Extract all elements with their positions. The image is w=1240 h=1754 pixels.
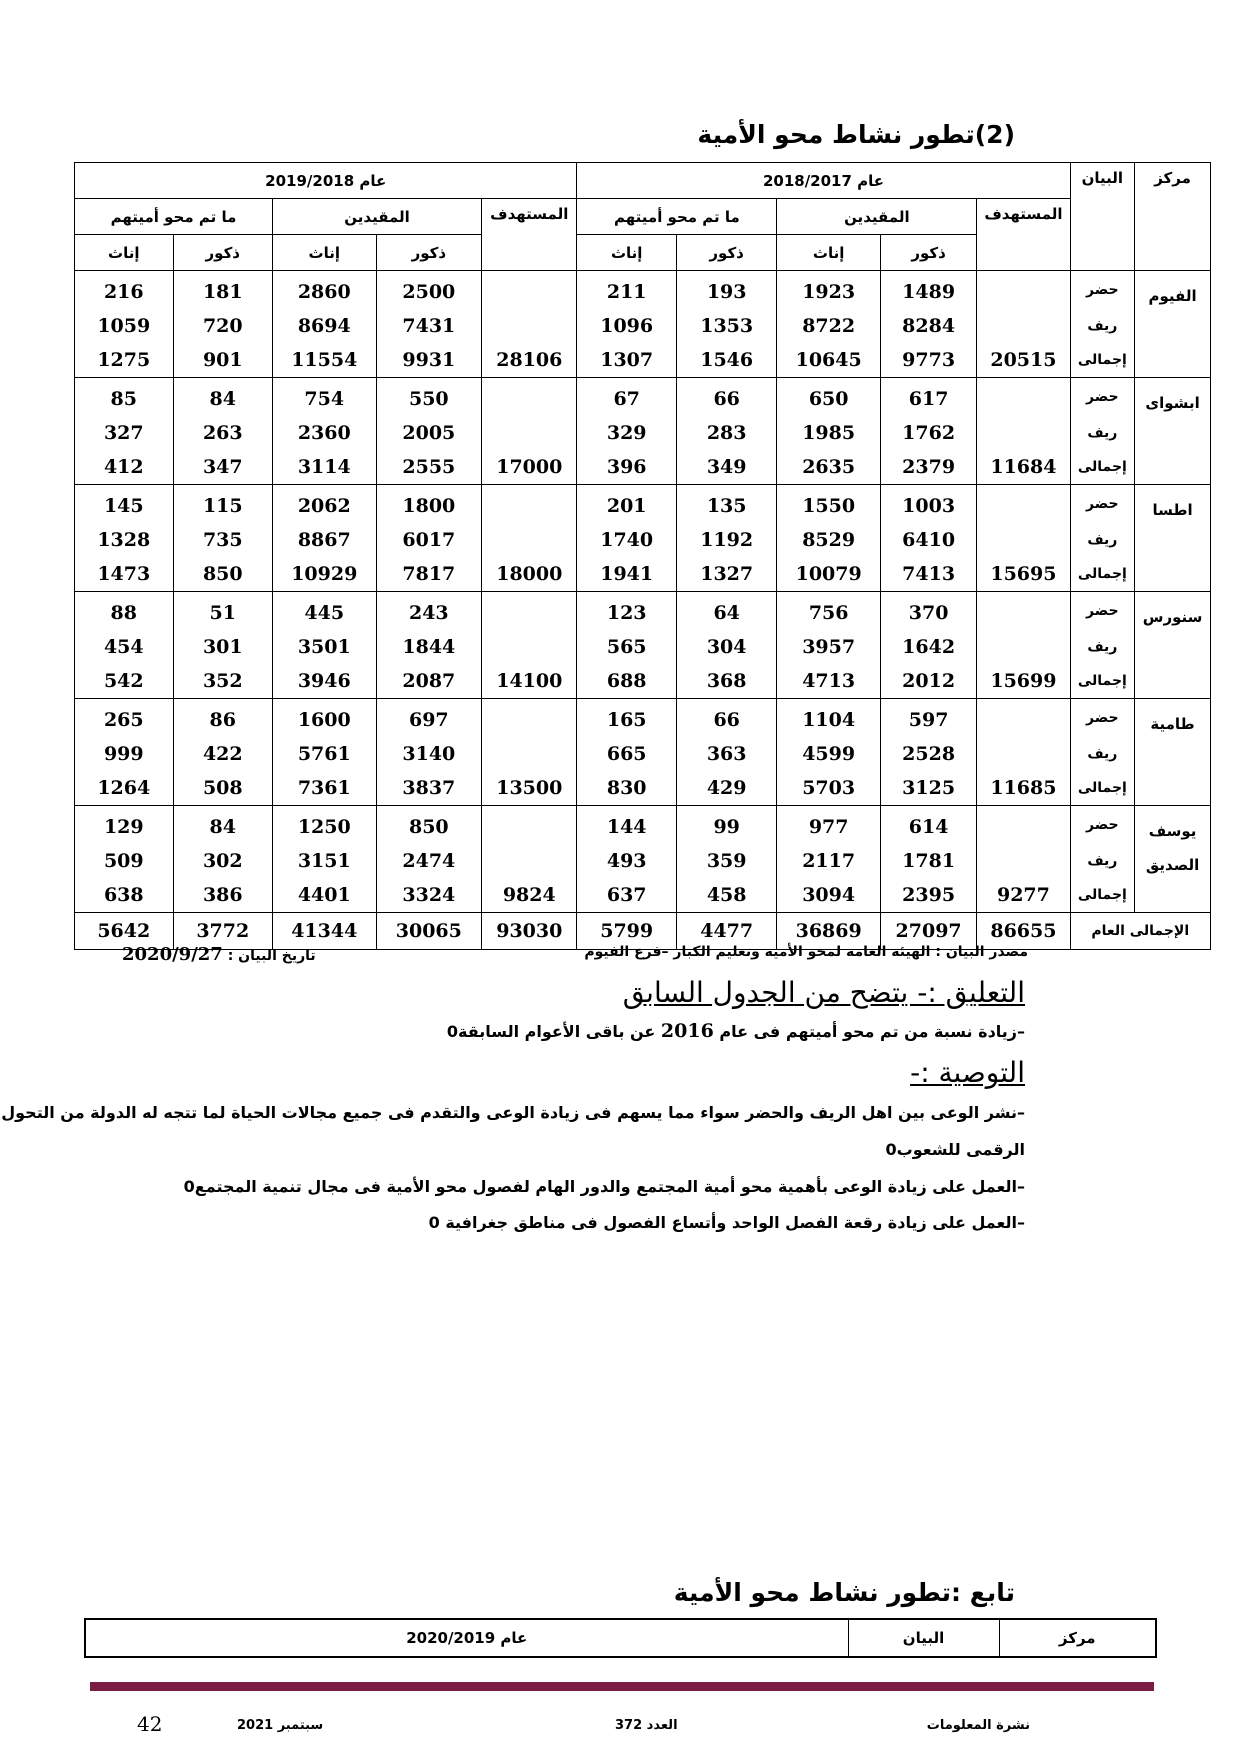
row-category: ريف xyxy=(1070,309,1135,343)
target-cell xyxy=(482,271,577,310)
total-cell: 5799 xyxy=(577,913,677,950)
table-row xyxy=(75,450,1211,485)
target-cell: 9277 xyxy=(977,878,1070,913)
data-cell: 2117 xyxy=(777,844,881,878)
target-cell: 20515 xyxy=(977,343,1070,378)
data-cell: 637 xyxy=(577,878,677,913)
header-year-2018-2017: عام 2018/2017 xyxy=(577,163,1070,199)
data-cell: 64 xyxy=(676,592,776,631)
target-cell: 17000 xyxy=(482,450,577,485)
data-cell: 2635 xyxy=(777,450,881,485)
table-row xyxy=(75,664,1211,699)
data-cell: 67 xyxy=(577,378,677,417)
data-cell: 4401 xyxy=(273,878,377,913)
data-cell: 7431 xyxy=(376,309,482,343)
data-cell: 2360 xyxy=(273,416,377,450)
data-cell: 396 xyxy=(577,450,677,485)
data-cell: 3837 xyxy=(376,771,482,806)
data-cell: 5761 xyxy=(273,737,377,771)
target-cell xyxy=(977,416,1070,450)
data-cell: 359 xyxy=(676,844,776,878)
target-cell xyxy=(977,271,1070,310)
target-cell xyxy=(977,737,1070,771)
data-cell: 3151 xyxy=(273,844,377,878)
table-row xyxy=(75,699,1211,738)
table-row xyxy=(75,416,1211,450)
target-cell: 28106 xyxy=(482,343,577,378)
data-cell: 8694 xyxy=(273,309,377,343)
header-markaz: مركز xyxy=(1135,163,1211,271)
data-cell: 123 xyxy=(577,592,677,631)
row-category: إجمالى xyxy=(1070,343,1135,378)
data-cell: 720 xyxy=(173,309,272,343)
data-cell: 2087 xyxy=(376,664,482,699)
data-cell: 2555 xyxy=(376,450,482,485)
data-cell: 10645 xyxy=(777,343,881,378)
target-cell xyxy=(977,523,1070,557)
data-cell: 144 xyxy=(577,806,677,845)
footer-month: سبتمبر 2021 xyxy=(237,1718,324,1733)
data-cell: 4599 xyxy=(777,737,881,771)
row-category: حضر xyxy=(1070,699,1135,738)
data-cell: 145 xyxy=(75,485,174,524)
data-cell: 508 xyxy=(173,771,272,806)
data-cell: 1192 xyxy=(676,523,776,557)
district-name: ابشواى xyxy=(1135,378,1211,485)
header-bayan: البيان xyxy=(1070,163,1135,271)
target-cell xyxy=(977,485,1070,524)
target-cell xyxy=(482,378,577,417)
total-cell: 4477 xyxy=(676,913,776,950)
data-cell: 201 xyxy=(577,485,677,524)
row-category: حضر xyxy=(1070,378,1135,417)
table-row xyxy=(75,806,1211,845)
data-cell: 304 xyxy=(676,630,776,664)
target-cell xyxy=(977,378,1070,417)
target-cell xyxy=(482,844,577,878)
data-cell: 458 xyxy=(676,878,776,913)
data-cell: 2860 xyxy=(273,271,377,310)
data-cell: 84 xyxy=(173,378,272,417)
comment-text: عن باقى الأعوام السابقة0 xyxy=(446,1022,661,1041)
data-cell: 493 xyxy=(577,844,677,878)
comment-line xyxy=(447,1020,1025,1042)
data-cell: 327 xyxy=(75,416,174,450)
target-cell: 15699 xyxy=(977,664,1070,699)
target-cell: 9824 xyxy=(482,878,577,913)
data-cell: 363 xyxy=(676,737,776,771)
data-cell: 1489 xyxy=(880,271,976,310)
data-cell: 6017 xyxy=(376,523,482,557)
data-cell: 1781 xyxy=(880,844,976,878)
data-cell: 66 xyxy=(676,699,776,738)
data-cell: 11554 xyxy=(273,343,377,378)
target-cell xyxy=(977,592,1070,631)
total-cell: 93030 xyxy=(482,913,577,950)
data-cell: 85 xyxy=(75,378,174,417)
data-cell: 901 xyxy=(173,343,272,378)
data-cell: 2005 xyxy=(376,416,482,450)
data-cell: 129 xyxy=(75,806,174,845)
data-date xyxy=(122,944,316,965)
data-cell: 86 xyxy=(173,699,272,738)
target-cell: 11684 xyxy=(977,450,1070,485)
data-cell: 509 xyxy=(75,844,174,878)
data-cell: 1642 xyxy=(880,630,976,664)
target-cell xyxy=(482,737,577,771)
table-row xyxy=(75,485,1211,524)
target-cell xyxy=(977,630,1070,664)
data-cell: 88 xyxy=(75,592,174,631)
data-cell: 370 xyxy=(880,592,976,631)
total-cell: 5642 xyxy=(75,913,174,950)
table-row xyxy=(75,771,1211,806)
target-cell xyxy=(977,699,1070,738)
data-cell: 1985 xyxy=(777,416,881,450)
total-cell: 86655 xyxy=(977,913,1070,950)
row-category: ريف xyxy=(1070,630,1135,664)
data-cell: 193 xyxy=(676,271,776,310)
data-cell: 1762 xyxy=(880,416,976,450)
header-female: إناث xyxy=(777,235,881,271)
data-cell: 8867 xyxy=(273,523,377,557)
comment-heading: التعليق :- يتضح من الجدول السابق xyxy=(622,976,1025,1009)
data-cell: 352 xyxy=(173,664,272,699)
row-category: إجمالى xyxy=(1070,557,1135,592)
data-cell: 1104 xyxy=(777,699,881,738)
data-cell: 850 xyxy=(376,806,482,845)
footer-issue: العدد 372 xyxy=(615,1718,678,1733)
header-female: إناث xyxy=(75,235,174,271)
data-cell: 329 xyxy=(577,416,677,450)
data-cell: 542 xyxy=(75,664,174,699)
data-cell: 283 xyxy=(676,416,776,450)
data-cell: 977 xyxy=(777,806,881,845)
data-cell: 1550 xyxy=(777,485,881,524)
data-cell: 3140 xyxy=(376,737,482,771)
header-year-2019-2018: عام 2019/2018 xyxy=(75,163,577,199)
data-cell: 1600 xyxy=(273,699,377,738)
data-cell: 1250 xyxy=(273,806,377,845)
header-literate-2: ما تم محو أميتهم xyxy=(75,199,273,235)
data-cell: 2062 xyxy=(273,485,377,524)
data-cell: 697 xyxy=(376,699,482,738)
data-cell: 7817 xyxy=(376,557,482,592)
recommendation-line: –نشر الوعى بين اهل الريف والحضر سواء مما يسهم فى زيادة الوعى والتقدم فى جميع مجالات الحياة لما تتجه له الدولة من التحول xyxy=(1,1103,1025,1122)
data-source: مصدر البيان : الهيئة العامة لمحو الأمية وتعليم الكبار –فرع الفيوم xyxy=(584,944,1028,960)
continued-header-year: عام 2020/2019 xyxy=(85,1619,848,1657)
date-label: تاريخ البيان : xyxy=(227,948,316,964)
data-cell: 84 xyxy=(173,806,272,845)
data-cell: 614 xyxy=(880,806,976,845)
data-cell: 412 xyxy=(75,450,174,485)
data-cell: 1096 xyxy=(577,309,677,343)
data-cell: 243 xyxy=(376,592,482,631)
data-cell: 8529 xyxy=(777,523,881,557)
header-enrolled-2: المقيدين xyxy=(273,199,482,235)
data-cell: 51 xyxy=(173,592,272,631)
total-cell: 41344 xyxy=(273,913,377,950)
row-category: ريف xyxy=(1070,844,1135,878)
recommendation-heading: التوصية :- xyxy=(910,1056,1025,1089)
footer-publication: نشرة المعلومات xyxy=(926,1718,1030,1733)
comment-text: –زيادة نسبة من تم محو أميتهم فى عام xyxy=(713,1022,1025,1041)
data-cell: 550 xyxy=(376,378,482,417)
data-cell: 2395 xyxy=(880,878,976,913)
table-row xyxy=(75,878,1211,913)
data-cell: 1844 xyxy=(376,630,482,664)
header-male: ذكور xyxy=(676,235,776,271)
data-cell: 7413 xyxy=(880,557,976,592)
data-cell: 2379 xyxy=(880,450,976,485)
page-title: (2)تطور نشاط محو الأمية xyxy=(697,120,1015,149)
data-cell: 181 xyxy=(173,271,272,310)
data-cell: 2012 xyxy=(880,664,976,699)
data-cell: 429 xyxy=(676,771,776,806)
row-category: ريف xyxy=(1070,523,1135,557)
data-cell: 1800 xyxy=(376,485,482,524)
data-cell: 3094 xyxy=(777,878,881,913)
data-cell: 3957 xyxy=(777,630,881,664)
target-cell xyxy=(482,523,577,557)
district-name: الفيوم xyxy=(1135,271,1211,378)
data-cell: 1546 xyxy=(676,343,776,378)
data-cell: 1941 xyxy=(577,557,677,592)
target-cell xyxy=(977,844,1070,878)
data-cell: 2474 xyxy=(376,844,482,878)
total-cell: 30065 xyxy=(376,913,482,950)
target-cell xyxy=(482,592,577,631)
target-cell xyxy=(482,699,577,738)
data-cell: 3501 xyxy=(273,630,377,664)
data-cell: 617 xyxy=(880,378,976,417)
header-male: ذكور xyxy=(376,235,482,271)
header-enrolled-1: المقيدين xyxy=(777,199,977,235)
table-row xyxy=(75,737,1211,771)
table-row xyxy=(75,592,1211,631)
data-cell: 8722 xyxy=(777,309,881,343)
data-cell: 1328 xyxy=(75,523,174,557)
comment-year: 2016 xyxy=(660,1020,714,1042)
data-cell: 1059 xyxy=(75,309,174,343)
data-cell: 135 xyxy=(676,485,776,524)
table-row xyxy=(75,630,1211,664)
data-cell: 2500 xyxy=(376,271,482,310)
data-cell: 66 xyxy=(676,378,776,417)
target-cell xyxy=(482,630,577,664)
data-cell: 1264 xyxy=(75,771,174,806)
data-cell: 263 xyxy=(173,416,272,450)
data-cell: 756 xyxy=(777,592,881,631)
data-cell: 3125 xyxy=(880,771,976,806)
data-cell: 597 xyxy=(880,699,976,738)
row-category: إجمالى xyxy=(1070,450,1135,485)
data-cell: 7361 xyxy=(273,771,377,806)
continued-header-markaz: مركز xyxy=(999,1619,1156,1657)
data-cell: 1327 xyxy=(676,557,776,592)
data-cell: 216 xyxy=(75,271,174,310)
data-cell: 2528 xyxy=(880,737,976,771)
header-literate-1: ما تم محو أميتهم xyxy=(577,199,777,235)
row-category: حضر xyxy=(1070,271,1135,310)
data-cell: 830 xyxy=(577,771,677,806)
target-cell: 13500 xyxy=(482,771,577,806)
data-cell: 999 xyxy=(75,737,174,771)
data-cell: 10929 xyxy=(273,557,377,592)
row-category: حضر xyxy=(1070,485,1135,524)
data-cell: 445 xyxy=(273,592,377,631)
table-row xyxy=(75,271,1211,310)
row-category: إجمالى xyxy=(1070,771,1135,806)
target-cell xyxy=(482,416,577,450)
data-cell: 3324 xyxy=(376,878,482,913)
data-cell: 1353 xyxy=(676,309,776,343)
total-cell: 27097 xyxy=(880,913,976,950)
total-cell: 36869 xyxy=(777,913,881,950)
target-cell xyxy=(482,309,577,343)
data-cell: 301 xyxy=(173,630,272,664)
table-row xyxy=(75,844,1211,878)
table-row xyxy=(75,309,1211,343)
data-cell: 265 xyxy=(75,699,174,738)
data-cell: 347 xyxy=(173,450,272,485)
data-cell: 6410 xyxy=(880,523,976,557)
data-cell: 1275 xyxy=(75,343,174,378)
data-cell: 211 xyxy=(577,271,677,310)
recommendation-line: –العمل على زيادة رقعة الفصل الواحد وأتساع الفصول فى مناطق جغرافية 0 xyxy=(428,1213,1025,1232)
data-cell: 1473 xyxy=(75,557,174,592)
target-cell xyxy=(977,309,1070,343)
data-cell: 9931 xyxy=(376,343,482,378)
target-cell xyxy=(977,806,1070,845)
target-cell: 18000 xyxy=(482,557,577,592)
continued-header-bayan: البيان xyxy=(848,1619,999,1657)
row-category: إجمالى xyxy=(1070,878,1135,913)
table-row xyxy=(75,343,1211,378)
row-category: ريف xyxy=(1070,416,1135,450)
target-cell xyxy=(482,485,577,524)
data-cell: 8284 xyxy=(880,309,976,343)
data-cell: 1923 xyxy=(777,271,881,310)
data-cell: 638 xyxy=(75,878,174,913)
data-cell: 4713 xyxy=(777,664,881,699)
footer-bar xyxy=(90,1682,1154,1691)
district-name: سنورس xyxy=(1135,592,1211,699)
literacy-table xyxy=(74,162,1211,950)
data-cell: 422 xyxy=(173,737,272,771)
data-cell: 10079 xyxy=(777,557,881,592)
data-cell: 165 xyxy=(577,699,677,738)
header-male: ذكور xyxy=(173,235,272,271)
data-cell: 9773 xyxy=(880,343,976,378)
row-category: حضر xyxy=(1070,806,1135,845)
data-cell: 386 xyxy=(173,878,272,913)
data-cell: 454 xyxy=(75,630,174,664)
data-cell: 1003 xyxy=(880,485,976,524)
data-cell: 302 xyxy=(173,844,272,878)
date-value: 2020/9/27 xyxy=(122,944,223,965)
district-name: يوسف الصديق xyxy=(1135,806,1211,913)
continued-table xyxy=(84,1618,1157,1658)
data-cell: 99 xyxy=(676,806,776,845)
data-cell: 735 xyxy=(173,523,272,557)
data-cell: 1740 xyxy=(577,523,677,557)
continued-title: تابع :تطور نشاط محو الأمية xyxy=(673,1578,1015,1607)
district-name: طامية xyxy=(1135,699,1211,806)
data-cell: 5703 xyxy=(777,771,881,806)
row-category: حضر xyxy=(1070,592,1135,631)
data-cell: 349 xyxy=(676,450,776,485)
data-cell: 3114 xyxy=(273,450,377,485)
data-cell: 754 xyxy=(273,378,377,417)
table-row xyxy=(75,523,1211,557)
data-cell: 368 xyxy=(676,664,776,699)
data-cell: 850 xyxy=(173,557,272,592)
target-cell: 11685 xyxy=(977,771,1070,806)
data-cell: 3946 xyxy=(273,664,377,699)
data-cell: 650 xyxy=(777,378,881,417)
district-name: اطسا xyxy=(1135,485,1211,592)
total-cell: 3772 xyxy=(173,913,272,950)
header-target-1: المستهدف xyxy=(977,199,1070,271)
recommendation-line: –العمل على زيادة الوعى بأهمية محو أمية المجتمع والدور الهام لفصول محو الأمية فى مجال تنمية المجتمع0 xyxy=(183,1177,1025,1196)
table-row xyxy=(75,557,1211,592)
data-cell: 688 xyxy=(577,664,677,699)
header-female: إناث xyxy=(577,235,677,271)
row-category: إجمالى xyxy=(1070,664,1135,699)
total-label: الإجمالى العام xyxy=(1070,913,1210,950)
data-cell: 565 xyxy=(577,630,677,664)
target-cell: 14100 xyxy=(482,664,577,699)
header-male: ذكور xyxy=(880,235,976,271)
data-cell: 665 xyxy=(577,737,677,771)
header-target-2: المستهدف xyxy=(482,199,577,271)
recommendation-line: الرقمى للشعوب0 xyxy=(885,1140,1025,1159)
target-cell xyxy=(482,806,577,845)
target-cell: 15695 xyxy=(977,557,1070,592)
data-cell: 115 xyxy=(173,485,272,524)
table-row xyxy=(75,378,1211,417)
row-category: ريف xyxy=(1070,737,1135,771)
data-cell: 1307 xyxy=(577,343,677,378)
header-female: إناث xyxy=(273,235,377,271)
page-number: 42 xyxy=(137,1712,163,1736)
